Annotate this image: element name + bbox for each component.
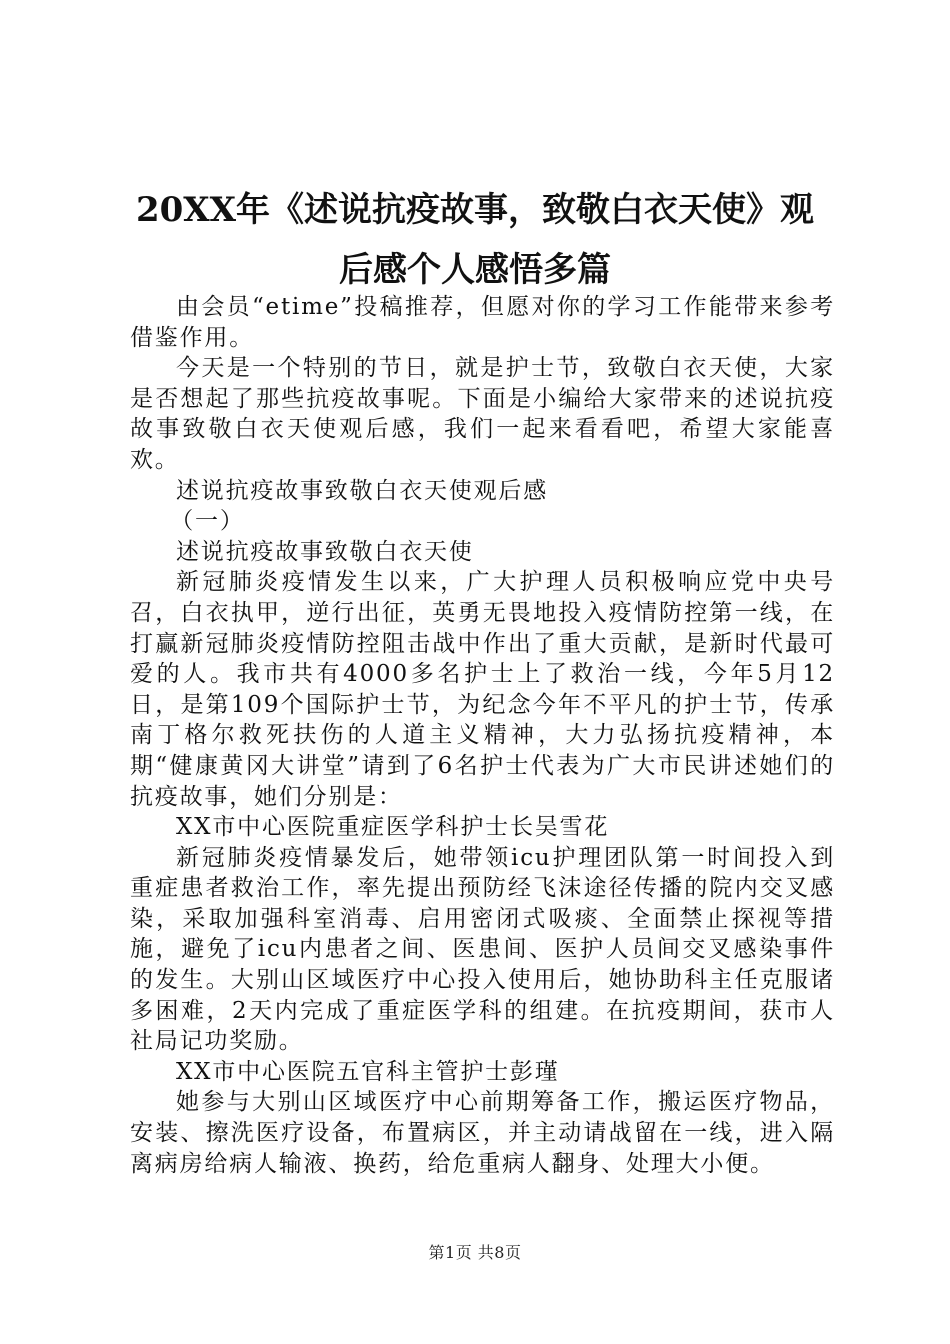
paragraph-body: 新冠肺炎疫情发生以来，广大护理人员积极响应党中央号召，白衣执甲，逆行出征，英勇无畏地投入疫情防控第一线，在打赢新冠肺炎疫情防控阻击战中作出了重大贡献，是新时代最可爱的人。我市共有4000多名护士上了救治一线，今年5月12日，是第109个国际护士节，为纪念今年不平凡的护士节，传承南丁格尔救死扶伤的人道主义精神，大力弘扬抗疫精神，本期“健康黄冈大讲堂”请到了6名护士代表为广大市民讲述她们的抗疫故事，她们分别是： <box>130 569 835 810</box>
section-heading: 述说抗疫故事致敬白衣天使观后感 <box>176 477 548 504</box>
person-heading-1: XX市中心医院重症医学科护士长吴雪花 <box>176 814 610 841</box>
document-title-line-2: 后感个人感悟多篇 <box>339 250 611 290</box>
document-body <box>130 292 835 1179</box>
page-number-footer: 第1页 共8页 <box>428 1243 522 1262</box>
section-number: （一） <box>170 508 245 535</box>
document-title-line-1: 20XX年《述说抗疫故事，致敬白衣天使》观 <box>135 190 815 230</box>
paragraph-body: 她参与大别山区域医疗中心前期筹备工作，搬运医疗物品，安装、擦洗医疗设备，布置病区，并主动请战留在一线，进入隔离病房给病人输液、换药，给危重病人翻身、处理大小便。 <box>130 1089 835 1177</box>
subsection-heading: 述说抗疫故事致敬白衣天使 <box>176 538 474 565</box>
paragraph-lead: 今天是一个特别的节日，就是护士节，致敬白衣天使，大家是否想起了那些抗疫故事呢。下面是小编给大家带来的述说抗疫故事致敬白衣天使观后感，我们一起来看看吧，希望大家能喜欢。 <box>130 355 835 473</box>
paragraph-body: 新冠肺炎疫情暴发后，她带领icu护理团队第一时间投入到重症患者救治工作，率先提出预防经飞沫途径传播的院内交叉感染，采取加强科室消毒、启用密闭式吸痰、全面禁止探视等措施，避免了icu内患者之间、医患间、医护人员间交叉感染事件的发生。大别山区域医疗中心投入使用后，她协助科主任克服诸多困难，2天内完成了重症医学科的组建。在抗疫期间，获市人社局记功奖励。 <box>130 844 835 1055</box>
paragraph-intro: 由会员“etime”投稿推荐，但愿对你的学习工作能带来参考借鉴作用。 <box>130 294 835 351</box>
person-heading-2: XX市中心医院五官科主管护士彭瑾 <box>176 1058 560 1085</box>
